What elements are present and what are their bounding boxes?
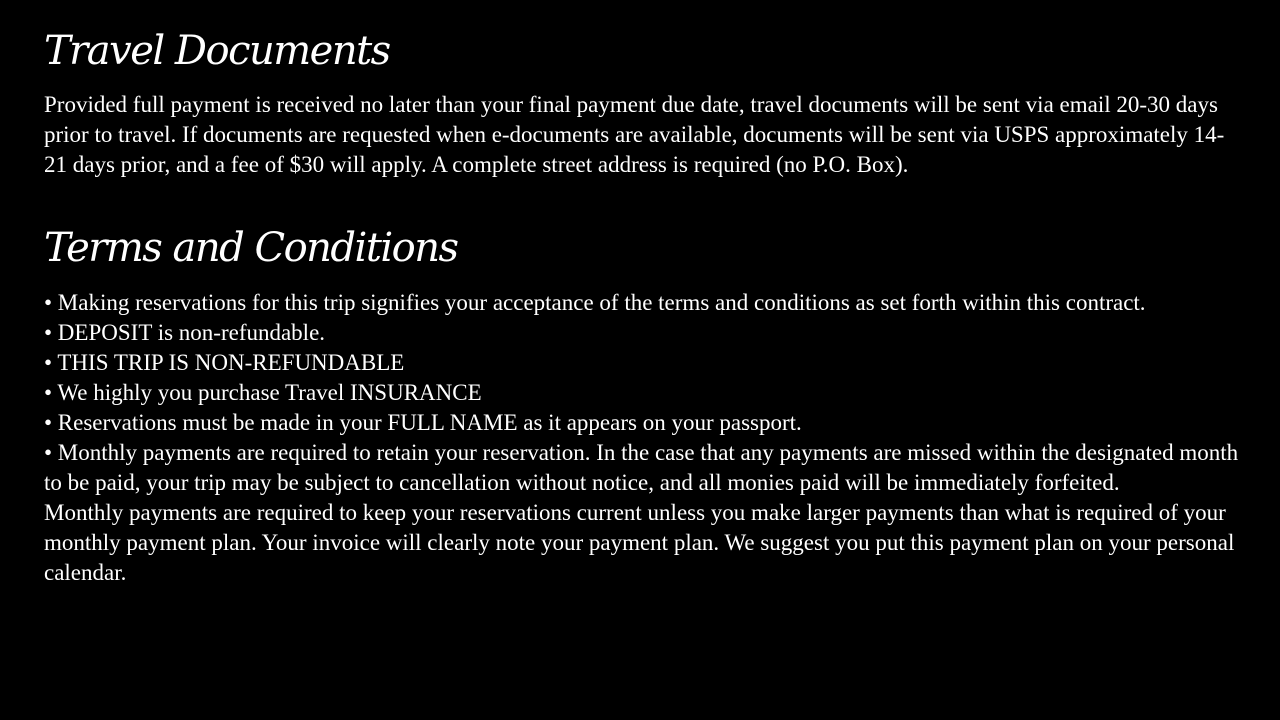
travel-documents-heading: Travel Documents (44, 28, 390, 74)
terms-and-conditions-heading: Terms and Conditions (44, 225, 458, 271)
terms-item-payment-plan: Monthly payments are required to keep your reservations current unless you make larger payments than what is required of your monthly payment plan. Your invoice will clearly note your payment plan. We suggest you put this payment plan on your personal calendar. (44, 500, 1235, 585)
terms-item-insurance: • We highly you purchase Travel INSURANCE (44, 380, 482, 405)
travel-documents-paragraph: Provided full payment is received no later than your final payment due date, travel documents will be sent via email 20-30 days prior to travel. If documents are requested when e-documents are available, documents will be sent via USPS approximately 14-21 days prior, and a fee of $30 will apply. A complete street address is required (no P.O. Box). (44, 92, 1225, 177)
terms-item-non-refundable: • THIS TRIP IS NON-REFUNDABLE (44, 350, 405, 375)
terms-item-monthly-payments: • Monthly payments are required to retain your reservation. In the case that any payments are missed within the designated month to be paid, your trip may be subject to cancellation without notice, and all monies paid will be immediately forfeited. (44, 440, 1239, 495)
terms-item-deposit: • DEPOSIT is non-refundable. (44, 320, 326, 345)
terms-item-acceptance: • Making reservations for this trip signifies your acceptance of the terms and conditions as set forth within this contract. (44, 290, 1146, 315)
terms-item-full-name: • Reservations must be made in your FULL NAME as it appears on your passport. (44, 410, 802, 435)
terms-list (44, 288, 1244, 588)
